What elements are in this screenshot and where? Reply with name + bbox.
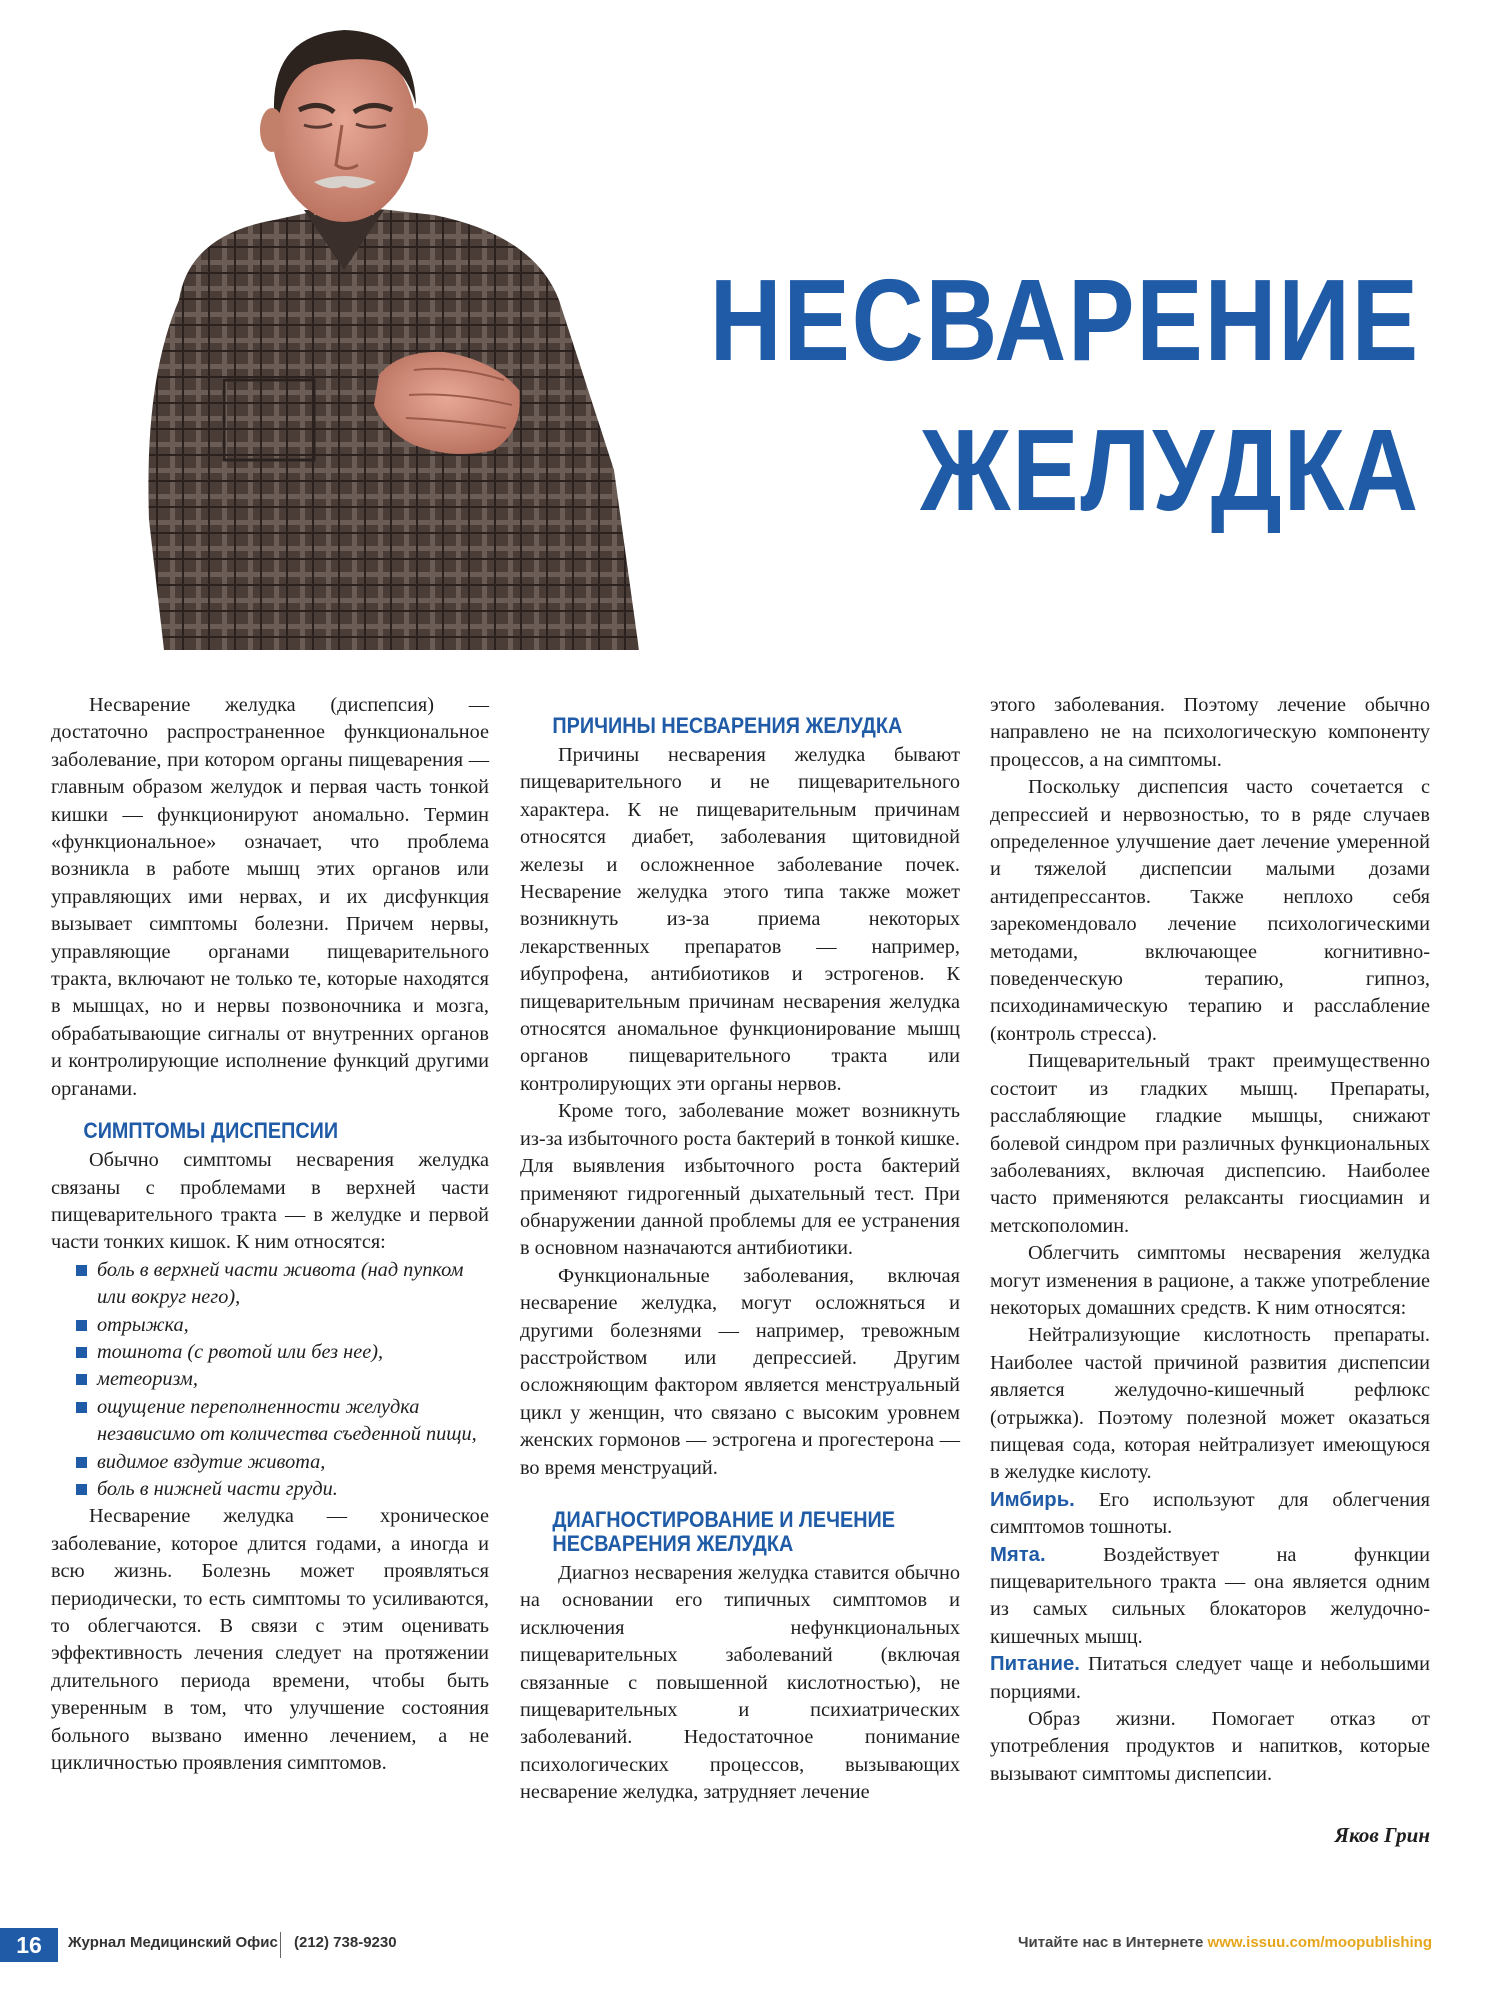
- intro-paragraph: Несварение желудка (диспепсия) — достаточно распространенное функциональное заболевание, при котором органы пищеварения — главным образом желудок и первая часть тонкой кишки — функционируют аномально. Термин «функциональное» означает, что проблема возникла в работе мышц этих органов или управляющих ими нервах, и их дисфункция вызывает симптомы болезни. Причем нервы, управляющие органами пищеварительного тракта, включают не только те, которые находятся в мышцах, но и нервы позвоночника и мозга, обрабатывающие сигналы от внутренних органов и контролирующие исполнение функций другими органами.: [51, 694, 489, 1100]
- list-item: [51, 1366, 489, 1393]
- page-number: 16: [0, 1928, 58, 1962]
- heading-diagnosis-line-1: ДИАГНОСТИРОВАНИЕ И ЛЕЧЕНИЕ: [552, 1506, 895, 1532]
- read-online: [1018, 1934, 1432, 1951]
- remedy-mint-text: Воздействует на функции пищеварительного тракта — она является одним из самых сильных блокаторов желудочно-кишечных мышц.: [990, 1543, 1430, 1648]
- column-1: [51, 692, 489, 1777]
- hero-photo: [14, 0, 654, 660]
- lifestyle-paragraph: Образ жизни. Помогает отказ от употребления продуктов и напитков, которые вызывают симптомы диспепсии.: [990, 1708, 1430, 1785]
- heading-diagnosis-line-2: НЕСВАРЕНИЯ ЖЕЛУДКА: [552, 1530, 794, 1556]
- heading-symptoms: СИМПТОМЫ ДИСПЕПСИИ: [83, 1118, 339, 1144]
- remedy-diet: [990, 1651, 1430, 1706]
- list-item: [51, 1449, 489, 1476]
- symptom-text: видимое вздутие живота,: [97, 1450, 326, 1473]
- causes-paragraph-2: Кроме того, заболевание может возникнуть из-за избыточного роста бактерий в тонкой кишке. Для выявления избыточного роста бактерий применяют гидрогенный дыхательный тест. При обнаружении данной проблемы для ее устранения в основном назначаются антибиотики.: [520, 1100, 960, 1260]
- symptom-text: ощущение переполненности желудка независимо от количества съеденной пищи,: [97, 1395, 477, 1446]
- remedy-mint: [990, 1542, 1430, 1652]
- causes-paragraph-3: Функциональные заболевания, включая несварение желудка, могут осложняться и другими болезнями — например, тревожным расстройством или депрессией. Другим осложняющим фактором является менструальный цикл у женщин, что связано с высоким уровнем женских гормонов — эстрогена и прогестерона — во время менструаций.: [520, 1264, 960, 1479]
- bullet-square-icon: [76, 1320, 87, 1331]
- treatment-paragraph-1: этого заболевания. Поэтому лечение обычно направлено не на психологическую компоненту процессов, а на симптомы.: [990, 694, 1430, 771]
- title-line-2: ЖЕЛУДКА: [920, 405, 1420, 535]
- magazine-name: Журнал Медицинский Офис: [68, 1934, 278, 1951]
- symptom-text: отрыжка,: [97, 1313, 189, 1336]
- remedy-ginger-text: Его используют для облегчения симптомов тошноты.: [990, 1488, 1430, 1539]
- heading-diagnosis: [520, 1508, 916, 1556]
- author-name: Яков Грин: [1334, 1823, 1430, 1848]
- treatment-paragraph-4: Облегчить симптомы несварения желудка могут изменения в рационе, а также употребление некоторых домашних средств. К ним относятся:: [990, 1242, 1430, 1319]
- treatment-paragraph-3: Пищеварительный тракт преимущественно состоит из гладких мышц. Препараты, расслабляющие гладкие мышцы, снижают болевой синдром при различных функциональных заболеваниях, включая диспепсию. Наиболее часто применяются релаксанты гиосциамин и метскополомин.: [990, 1050, 1430, 1237]
- website-link[interactable]: www.issuu.com/moopublishing: [1207, 1934, 1432, 1951]
- phone-number: (212) 738-9230: [294, 1934, 397, 1951]
- page-footer: [0, 1928, 1500, 1962]
- bullet-square-icon: [76, 1347, 87, 1358]
- chronic-paragraph: Несварение желудка — хроническое заболевание, которое длится годами, а иногда и всю жизнь. Болезнь может проявляться периодически, то есть симптомы то усиливаются, то облегчаются. В связи с этим оценивать эффективность лечения следует на протяжении длительного периода времени, чтобы быть уверенным в том, что улучшение состояния больного вызвано именно лечением, а не цикличностью проявления симптомов.: [51, 1505, 489, 1775]
- heading-causes: ПРИЧИНЫ НЕСВАРЕНИЯ ЖЕЛУДКА: [552, 713, 903, 738]
- bullet-square-icon: [76, 1374, 87, 1385]
- remedy-diet-text: Питаться следует чаще и небольшими порциями.: [990, 1653, 1430, 1703]
- remedy-ginger: [990, 1487, 1430, 1542]
- diagnosis-paragraph: Диагноз несварения желудка ставится обычно на основании его типичных симптомов и исключения нефункциональных пищеварительных заболеваний (включая связанные с повышенной кислотностью), не пищеварительных и психиатрических заболеваний. Недостаточное понимание психологических процессов, вызывающих несварение желудка, затрудняет лечение: [520, 1561, 960, 1804]
- bullet-square-icon: [76, 1484, 87, 1495]
- bullet-square-icon: [76, 1265, 87, 1276]
- bullet-square-icon: [76, 1402, 87, 1413]
- causes-paragraph-1: Причины несварения желудка бывают пищеварительного и не пищеварительного характера. К не пищеварительным причинам относятся диабет, заболевания щитовидной железы и осложненное заболевание почек. Несварение желудка этого типа также может возникнуть из-за приема некоторых лекарственных препаратов — например, ибупрофена, антибиотиков и эстрогенов. К пищеварительным причинам несварения желудка относятся аномальное функционирование мышц органов пищеварительного тракта или контролирующих эти органы нервов.: [520, 744, 960, 1095]
- list-item: [51, 1312, 489, 1339]
- symptom-text: боль в верхней части живота (над пупком или вокруг него),: [97, 1258, 464, 1309]
- list-item: [51, 1476, 489, 1503]
- column-3: [990, 692, 1430, 1850]
- list-item: [51, 1394, 489, 1449]
- keyword-diet: Питание.: [990, 1653, 1080, 1676]
- article-title: [710, 245, 1420, 545]
- footer-divider: [280, 1932, 281, 1958]
- bullet-square-icon: [76, 1457, 87, 1468]
- treatment-paragraph-5: Нейтрализующие кислотность препараты. Наиболее частой причиной развития диспепсии является желудочно-кишечный рефлюкс (отрыжка). Поэтому полезной может оказаться пищевая сода, которая нейтрализует имеющуюся в желудке кислоту.: [990, 1324, 1430, 1484]
- title-line-1: НЕСВАРЕНИЕ: [709, 255, 1420, 385]
- treatment-paragraph-2: Поскольку диспепсия часто сочетается с депрессией и нервозностью, то в ряде случаев определенное улучшение дает лечение умеренной и тяжелой диспепсии малыми дозами антидепрессантов. Также неплохо себя зарекомендовало лечение психологическими методами, включающее когнитивно-поведенческую терапию, гипноз, психодинамическую терапию и расслабление (контроль стресса).: [990, 776, 1430, 1045]
- symptom-text: тошнота (с рвотой или без нее),: [97, 1340, 384, 1363]
- symptom-text: боль в нижней части груди.: [97, 1477, 338, 1500]
- symptoms-list: [51, 1257, 489, 1504]
- read-online-label: Читайте нас в Интернете: [1017, 1934, 1204, 1951]
- symptom-text: метеоризм,: [97, 1368, 198, 1391]
- keyword-ginger: Имбирь.: [990, 1488, 1075, 1511]
- symptoms-intro: Обычно симптомы несварения желудка связаны с проблемами в верхней части пищеварительного тракта — в желудке и первой части тонких кишок. К ним относятся:: [51, 1149, 489, 1254]
- list-item: [51, 1339, 489, 1366]
- column-2: [520, 706, 960, 1807]
- keyword-mint: Мята.: [990, 1543, 1046, 1566]
- list-item: [51, 1257, 489, 1312]
